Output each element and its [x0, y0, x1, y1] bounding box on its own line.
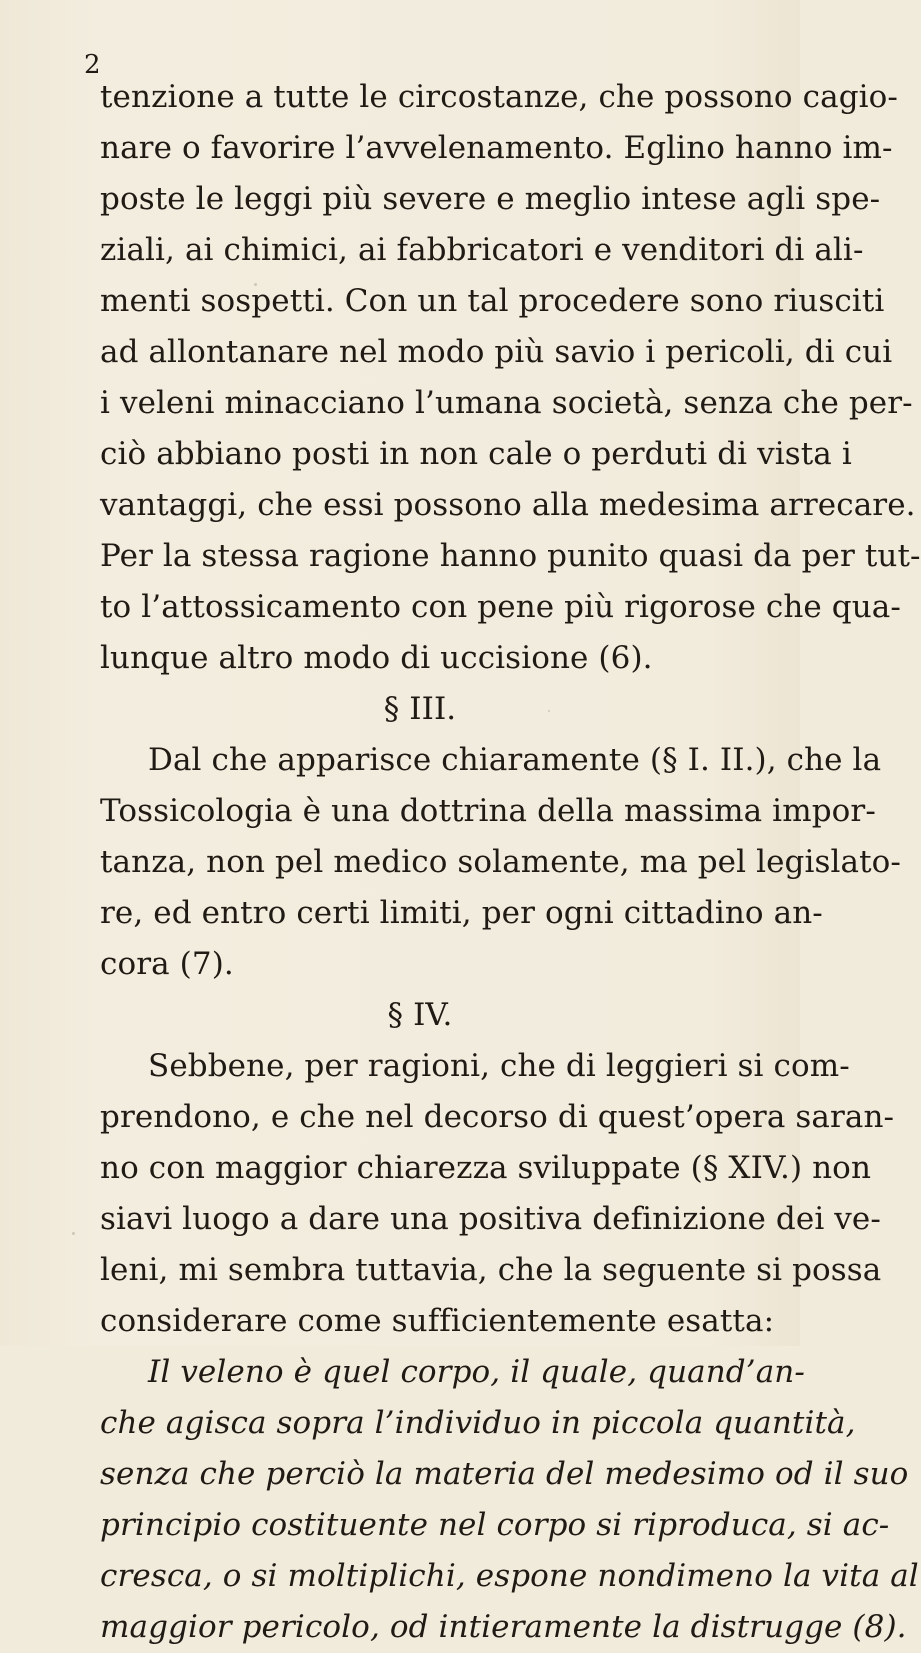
page-number: 2	[84, 50, 101, 80]
text-line: prendono, e che nel decorso di quest’opera saran-	[100, 1099, 895, 1135]
text-line: leni, mi sembra tuttavia, che la seguente si possa	[100, 1252, 882, 1288]
text-line: re, ed entro certi limiti, per ogni cittadino an-	[100, 895, 823, 931]
section-heading-iii: § III.	[383, 691, 457, 727]
definition-line: maggior pericolo, od intieramente la distrugge (8).	[100, 1609, 907, 1645]
text-line: ad allontanare nel modo più savio i pericoli, di cui	[100, 334, 893, 370]
definition-line: Il veleno è quel corpo, il quale, quand’an-	[148, 1354, 805, 1390]
paper-speck	[254, 283, 257, 286]
text-line: Per la stessa ragione hanno punito quasi da per tut-	[100, 538, 921, 574]
text-line: tanza, non pel medico solamente, ma pel legislato-	[100, 844, 902, 880]
text-line: Tossicologia è una dottrina della massima impor-	[100, 793, 876, 829]
paper-speck	[548, 710, 550, 712]
page-text	[100, 72, 921, 1653]
text-line: poste le leggi più severe e meglio intese agli spe-	[100, 181, 881, 217]
text-line: i veleni minacciano l’umana società, senza che per-	[100, 385, 913, 421]
text-line: Sebbene, per ragioni, che di leggieri si com-	[148, 1048, 850, 1084]
definition-line: principio costituente nel corpo si riproduca, si ac-	[100, 1507, 890, 1543]
text-line: tenzione a tutte le circostanze, che possono cagio-	[100, 79, 898, 115]
text-line: nare o favorire l’avvelenamento. Eglino hanno im-	[100, 130, 893, 166]
definition-line: senza che perciò la materia del medesimo od il suo	[100, 1456, 909, 1492]
text-line: to l’attossicamento con pene più rigorose che qua-	[100, 589, 901, 625]
paper-speck	[671, 860, 675, 864]
text-line: vantaggi, che essi possono alla medesima arrecare.	[100, 487, 916, 523]
definition-line: che agisca sopra l’individuo in piccola quantità,	[100, 1405, 856, 1441]
text-line: ziali, ai chimici, ai fabbricatori e venditori di ali-	[100, 232, 864, 268]
text-line: menti sospetti. Con un tal procedere sono riusciti	[100, 283, 885, 319]
definition-line: cresca, o si moltiplichi, espone nondimeno la vita al	[100, 1558, 919, 1594]
text-line: considerare come sufficientemente esatta:	[100, 1303, 775, 1339]
text-line: no con maggior chiarezza sviluppate (§ XIV.) non	[100, 1150, 872, 1186]
text-line: ciò abbiano posti in non cale o perduti di vista i	[100, 436, 852, 472]
paper-speck	[72, 1232, 75, 1235]
text-line: siavi luogo a dare una positiva definizione dei ve-	[100, 1201, 881, 1237]
text-line: Dal che apparisce chiaramente (§ I. II.), che la	[148, 742, 882, 778]
paragraph-end-line: cora (7).	[100, 946, 234, 982]
section-heading-iv: § IV.	[387, 997, 453, 1033]
paragraph-end-line: lunque altro modo di uccisione (6).	[100, 640, 653, 676]
